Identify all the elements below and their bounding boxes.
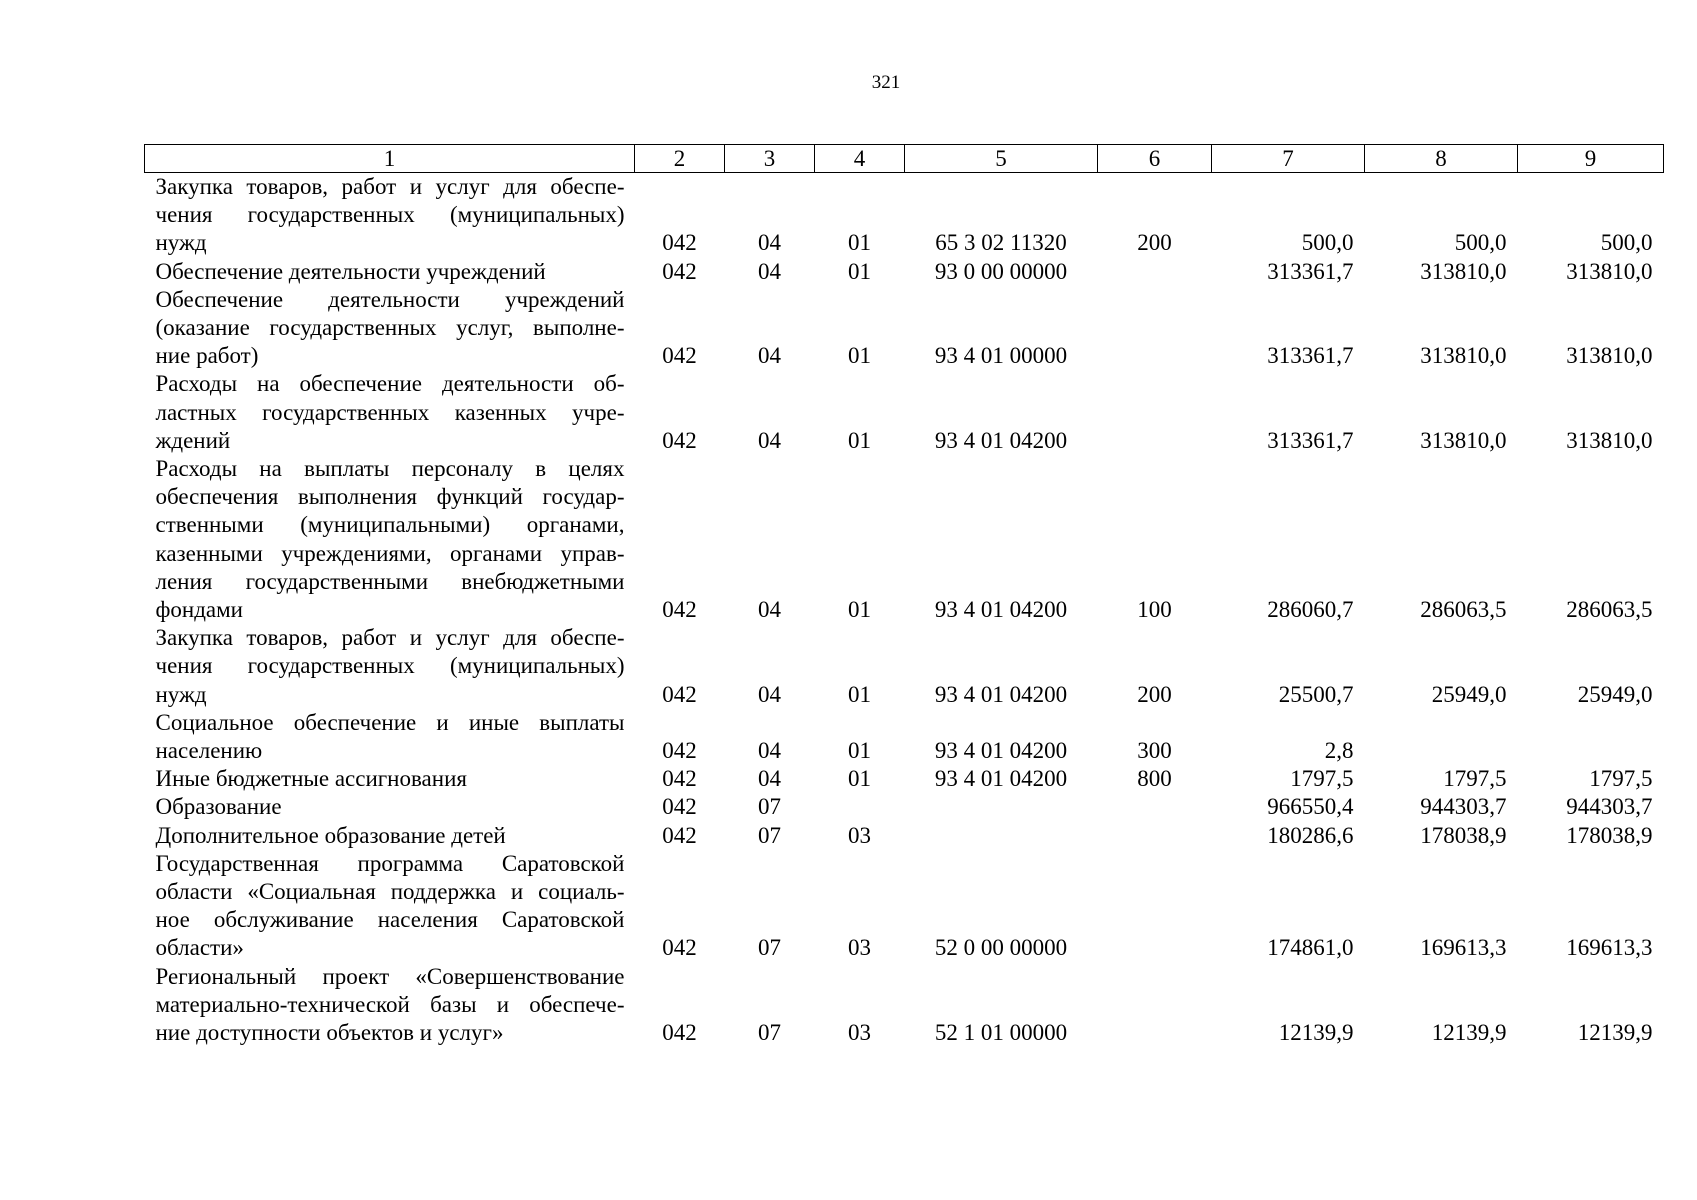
glava-code: 042 [662, 766, 697, 792]
glava-code: 042 [662, 738, 697, 764]
amount-year-2: 25949,0 [1431, 681, 1507, 707]
column-header: 4 [815, 145, 905, 173]
description-line: Закупка товаров, работ и услуг для обеспе- [155, 174, 625, 199]
target-article-code: 93 0 00 00000 [934, 258, 1068, 284]
description-line: нужд [155, 681, 207, 707]
amount-year-2: 1797,5 [1443, 766, 1507, 792]
section-code: 04 [758, 766, 781, 792]
target-article-code: 93 4 01 04200 [934, 427, 1068, 453]
row-description [145, 286, 635, 371]
section-code: 07 [758, 794, 781, 820]
amount-year-2: 12139,9 [1431, 1020, 1507, 1046]
target-article-code: 52 1 01 00000 [934, 1020, 1068, 1046]
description-line: казенными учреждениями, органами управ- [155, 540, 625, 566]
section-code: 04 [758, 343, 781, 369]
table-body [145, 173, 1664, 1048]
subsection-code: 01 [848, 766, 871, 792]
description-line: Обеспечение деятельности учреждений [155, 258, 546, 284]
amount-year-1: 313361,7 [1267, 427, 1354, 453]
description-line: Дополнительное образование детей [155, 822, 506, 848]
section-code: 04 [758, 597, 781, 623]
amount-year-2: 286063,5 [1420, 597, 1507, 623]
amount-year-3: 25949,0 [1577, 681, 1653, 707]
description-line: Закупка товаров, работ и услуг для обеспе- [155, 625, 625, 651]
amount-year-3 [1518, 709, 1664, 765]
subsection-code [815, 793, 905, 821]
section-code: 07 [758, 822, 781, 848]
row-description [145, 822, 635, 850]
budget-table [144, 144, 1664, 1047]
description-line: ластных государственных казенных учре- [155, 399, 625, 425]
table-row [145, 258, 1664, 286]
amount-year-1: 25500,7 [1278, 681, 1354, 707]
amount-year-2: 313810,0 [1420, 343, 1507, 369]
expense-type-code [1098, 822, 1212, 850]
target-article-code: 93 4 01 04200 [934, 766, 1068, 792]
table-row [145, 822, 1664, 850]
expense-type-code: 200 [1137, 681, 1172, 707]
amount-year-2 [1365, 709, 1518, 765]
amount-year-3: 178038,9 [1566, 822, 1653, 848]
row-description [145, 765, 635, 793]
description-line: области» [155, 935, 244, 961]
subsection-code: 03 [848, 935, 871, 961]
subsection-code: 01 [848, 681, 871, 707]
section-code: 04 [758, 681, 781, 707]
description-line: населению [155, 738, 263, 764]
description-line: ственными (муниципальными) органами, [155, 512, 625, 538]
target-article-code: 93 4 01 00000 [934, 343, 1068, 369]
section-code: 04 [758, 427, 781, 453]
expense-type-code [1098, 370, 1212, 455]
expense-type-code: 100 [1137, 597, 1172, 623]
column-header: 5 [905, 145, 1098, 173]
amount-year-1: 313361,7 [1267, 258, 1354, 284]
description-line: области «Социальная поддержка и социаль- [155, 879, 625, 905]
table-row [145, 793, 1664, 821]
column-header: 6 [1098, 145, 1212, 173]
amount-year-1: 2,8 [1324, 738, 1354, 764]
glava-code: 042 [662, 343, 697, 369]
description-line: ждений [155, 427, 231, 453]
table-row [145, 370, 1664, 455]
table-row [145, 850, 1664, 963]
row-description [145, 370, 635, 455]
description-line: Расходы на обеспечение деятельности об- [155, 371, 625, 397]
row-description [145, 258, 635, 286]
table-row [145, 286, 1664, 371]
amount-year-1: 180286,6 [1267, 822, 1354, 848]
section-code: 04 [758, 230, 781, 256]
column-header: 2 [635, 145, 725, 173]
target-article-code: 52 0 00 00000 [934, 935, 1068, 961]
section-code: 07 [758, 935, 781, 961]
description-line: ние работ) [155, 343, 259, 369]
row-description [145, 850, 635, 963]
table-row [145, 455, 1664, 624]
column-header: 7 [1212, 145, 1365, 173]
subsection-code: 01 [848, 230, 871, 256]
expense-type-code: 300 [1137, 738, 1172, 764]
subsection-code: 01 [848, 343, 871, 369]
amount-year-3: 1797,5 [1589, 766, 1653, 792]
amount-year-3: 500,0 [1600, 230, 1653, 256]
subsection-code: 01 [848, 597, 871, 623]
expense-type-code [1098, 963, 1212, 1048]
description-line: Обеспечение деятельности учреждений [155, 286, 625, 312]
row-description [145, 709, 635, 765]
amount-year-3: 169613,3 [1566, 935, 1653, 961]
column-header: 3 [725, 145, 815, 173]
column-header: 1 [145, 145, 635, 173]
section-code: 04 [758, 738, 781, 764]
table-header-row [145, 145, 1664, 173]
row-description [145, 624, 635, 709]
amount-year-1: 500,0 [1301, 230, 1354, 256]
amount-year-2: 178038,9 [1420, 822, 1507, 848]
description-line: (оказание государственных услуг, выполне- [155, 315, 625, 341]
amount-year-1: 174861,0 [1267, 935, 1354, 961]
description-line: ления государственными внебюджетными [155, 568, 625, 594]
amount-year-3: 313810,0 [1566, 427, 1653, 453]
row-description [145, 793, 635, 821]
description-line: чения государственных (муниципальных) [155, 202, 625, 228]
target-article-code: 93 4 01 04200 [934, 738, 1068, 764]
description-line: Образование [155, 794, 282, 820]
row-description [145, 963, 635, 1048]
section-code: 07 [758, 1020, 781, 1046]
amount-year-2: 500,0 [1454, 230, 1507, 256]
description-line: Социальное обеспечение и иные выплаты [155, 709, 625, 735]
subsection-code: 03 [848, 1020, 871, 1046]
description-line: Иные бюджетные ассигнования [155, 766, 467, 792]
glava-code: 042 [662, 1020, 697, 1046]
amount-year-3: 313810,0 [1566, 343, 1653, 369]
expense-type-code [1098, 286, 1212, 371]
section-code: 04 [758, 258, 781, 284]
description-line: материально-технической базы и обеспече- [155, 991, 625, 1017]
amount-year-3: 12139,9 [1577, 1020, 1653, 1046]
description-line: Региональный проект «Совершенствование [155, 963, 625, 989]
glava-code: 042 [662, 794, 697, 820]
amount-year-1: 12139,9 [1278, 1020, 1354, 1046]
glava-code: 042 [662, 935, 697, 961]
table-row [145, 173, 1664, 258]
amount-year-2: 169613,3 [1420, 935, 1507, 961]
description-line: Государственная программа Саратовской [155, 850, 625, 876]
page-number: 321 [871, 72, 901, 93]
target-article-code: 93 4 01 04200 [934, 597, 1068, 623]
amount-year-3: 944303,7 [1566, 794, 1653, 820]
target-article-code [905, 822, 1098, 850]
description-line: нужд [155, 230, 207, 256]
description-line: обеспечения выполнения функций государ- [155, 484, 625, 510]
amount-year-2: 944303,7 [1420, 794, 1507, 820]
glava-code: 042 [662, 681, 697, 707]
expense-type-code [1098, 850, 1212, 963]
amount-year-2: 313810,0 [1420, 427, 1507, 453]
glava-code: 042 [662, 822, 697, 848]
description-line: чения государственных (муниципальных) [155, 653, 625, 679]
expense-type-code [1098, 258, 1212, 286]
amount-year-1: 286060,7 [1267, 597, 1354, 623]
target-article-code: 65 3 02 11320 [935, 230, 1067, 256]
description-line: ное обслуживание населения Саратовской [155, 907, 625, 933]
expense-type-code [1098, 793, 1212, 821]
glava-code: 042 [662, 427, 697, 453]
target-article-code: 93 4 01 04200 [934, 681, 1068, 707]
subsection-code: 01 [848, 427, 871, 453]
table-row [145, 709, 1664, 765]
glava-code: 042 [662, 258, 697, 284]
table-row [145, 963, 1664, 1048]
subsection-code: 03 [848, 822, 871, 848]
description-line: ние доступности объектов и услуг» [155, 1020, 504, 1046]
glava-code: 042 [662, 230, 697, 256]
subsection-code: 01 [848, 738, 871, 764]
table-row [145, 624, 1664, 709]
target-article-code [905, 793, 1098, 821]
subsection-code: 01 [848, 258, 871, 284]
column-header: 8 [1365, 145, 1518, 173]
description-line: Расходы на выплаты персоналу в целях [155, 456, 625, 482]
amount-year-1: 313361,7 [1267, 343, 1354, 369]
column-header: 9 [1518, 145, 1664, 173]
row-description [145, 455, 635, 624]
row-description [145, 173, 635, 258]
amount-year-1: 966550,4 [1267, 794, 1354, 820]
expense-type-code: 200 [1137, 230, 1172, 256]
description-line: фондами [155, 597, 243, 623]
table-row [145, 765, 1664, 793]
amount-year-3: 313810,0 [1566, 258, 1653, 284]
expense-type-code: 800 [1137, 766, 1172, 792]
amount-year-3: 286063,5 [1566, 597, 1653, 623]
amount-year-1: 1797,5 [1290, 766, 1354, 792]
amount-year-2: 313810,0 [1420, 258, 1507, 284]
glava-code: 042 [662, 597, 697, 623]
